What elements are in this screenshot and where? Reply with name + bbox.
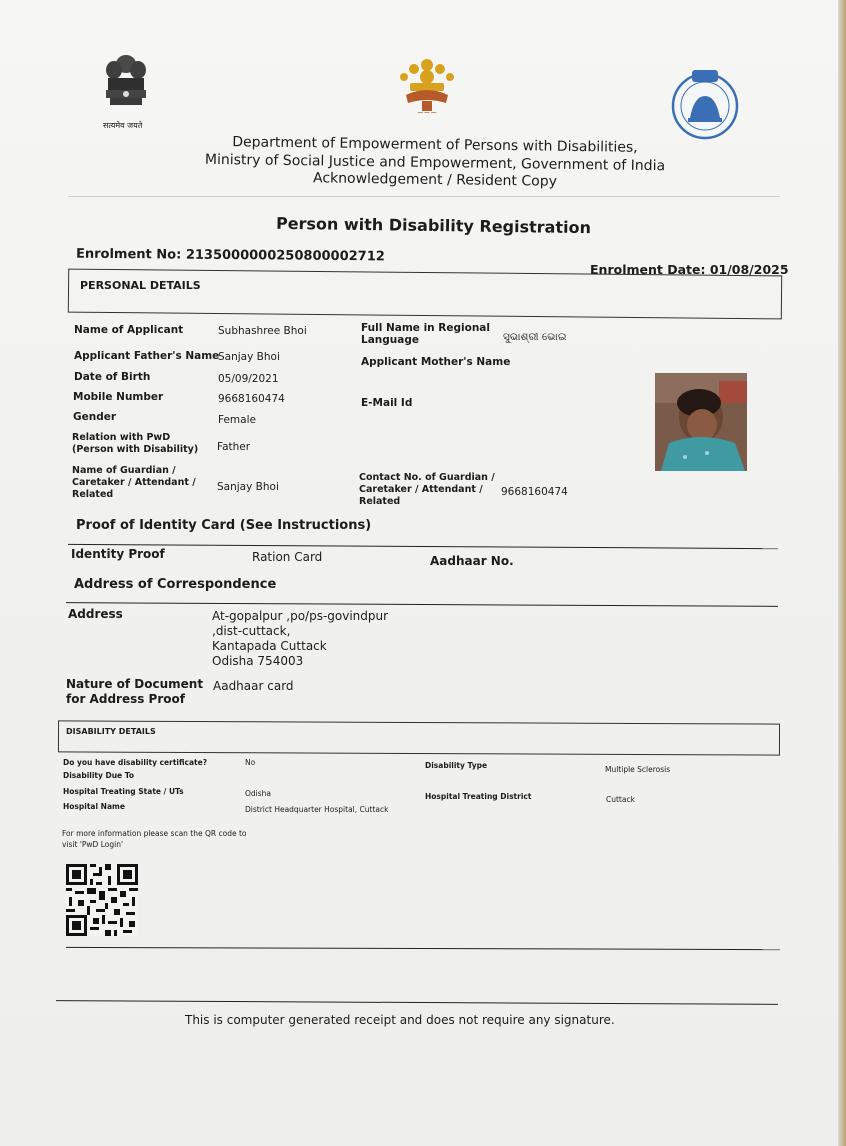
identity-proof-value: Ration Card: [252, 550, 323, 564]
disability-details-box: [58, 720, 780, 755]
header-department: Department of Empowerment of Persons with Disabilities,: [232, 134, 638, 156]
address-proof-label: Nature of Document for Address Proof: [66, 677, 204, 706]
hospital-state-label: Hospital Treating State / UTs: [63, 787, 184, 796]
odisha-seal-icon: [670, 66, 740, 142]
guardian-contact-value: 9668160474: [501, 486, 568, 498]
aadhaar-label: Aadhaar No.: [430, 554, 514, 568]
guardian-label: Name of Guardian / Caretaker / Attendant / Related: [72, 465, 196, 500]
certificate-label: Do you have disability certificate?: [63, 758, 208, 767]
father-name-value: Sanjay Bhoi: [218, 351, 280, 363]
emblem-caption: सत्यमेव जयते: [103, 121, 143, 130]
hospital-district-value: Cuttack: [606, 795, 635, 804]
hospital-state-value: Odisha: [245, 789, 272, 798]
address-label: Address: [68, 607, 123, 621]
enrolment-no-value: 2135000000250800002712: [185, 247, 385, 265]
header-copy-type: Acknowledgement / Resident Copy: [312, 170, 558, 190]
dob-label: Date of Birth: [74, 371, 151, 383]
header-ministry: Ministry of Social Justice and Empowerment, Government of India: [204, 151, 666, 175]
odisha-logo-icon: [392, 55, 462, 117]
father-name-label: Applicant Father's Name: [74, 350, 220, 362]
applicant-photo: [655, 373, 747, 471]
email-label: E-Mail Id: [361, 397, 413, 409]
hospital-name-label: Hospital Name: [63, 802, 125, 811]
certificate-value: No: [245, 758, 256, 767]
guardian-value: Sanjay Bhoi: [217, 481, 279, 493]
guardian-contact-label: Contact No. of Guardian / Caretaker / Attendant / Related: [359, 472, 495, 507]
hospital-name-value: District Headquarter Hospital, Cuttack: [245, 805, 389, 814]
disability-heading: DISABILITY DETAILS: [66, 727, 156, 736]
name-value: Subhashree Bhoi: [218, 325, 307, 337]
personal-details-heading: PERSONAL DETAILS: [80, 279, 201, 292]
identity-proof-label: Identity Proof: [71, 547, 165, 561]
regional-name-value: ସୁଭାଶ୍ରୀ ଭୋଇ: [503, 331, 567, 343]
gender-value: Female: [218, 414, 256, 426]
address-rule: [66, 602, 778, 607]
footer-rule-1: [66, 947, 780, 950]
gender-label: Gender: [73, 411, 117, 423]
footer-rule-2: [56, 1000, 778, 1005]
disability-type-label: Disability Type: [425, 761, 488, 770]
identity-heading: Proof of Identity Card (See Instructions): [76, 518, 372, 533]
mobile-value: 9668160474: [218, 393, 285, 405]
address-proof-value: Aadhaar card: [213, 679, 294, 693]
mobile-label: Mobile Number: [73, 391, 164, 403]
qr-info-text: For more information please scan the QR code to visit 'PwD Login': [62, 829, 247, 849]
svg-text:~~~: ~~~: [416, 108, 438, 117]
relation-label: Relation with PwD (Person with Disability): [72, 432, 199, 455]
hospital-district-label: Hospital Treating District: [425, 792, 532, 801]
disability-due-label: Disability Due To: [63, 771, 135, 780]
regional-name-label: Full Name in Regional Language: [361, 322, 490, 346]
name-label: Name of Applicant: [74, 324, 184, 336]
identity-rule: [68, 544, 778, 549]
disability-type-value: Multiple Sclerosis: [605, 765, 671, 774]
relation-value: Father: [217, 441, 251, 453]
national-emblem-icon: [98, 50, 154, 120]
address-heading: Address of Correspondence: [74, 577, 277, 592]
dob-value: 05/09/2021: [218, 373, 279, 385]
enrolment-date-value: 01/08/2025: [709, 262, 789, 277]
enrolment-no: [76, 247, 385, 265]
enrolment-no-label: Enrolment No:: [75, 246, 182, 263]
background-edge: [838, 0, 846, 1146]
qr-code[interactable]: [66, 864, 138, 936]
page-title: Person with Disability Registration: [275, 213, 592, 238]
personal-details-box: [68, 269, 782, 320]
mother-name-label: Applicant Mother's Name: [361, 356, 511, 368]
footer-note: This is computer generated receipt and does not require any signature.: [185, 1013, 615, 1027]
address-value: At-gopalpur ,po/ps-govindpur ,dist-cuttack, Kantapada Cuttack Odisha 754003: [212, 609, 389, 668]
enrolment-date-label: Enrolment Date:: [590, 262, 706, 277]
header-rule: [68, 196, 780, 197]
